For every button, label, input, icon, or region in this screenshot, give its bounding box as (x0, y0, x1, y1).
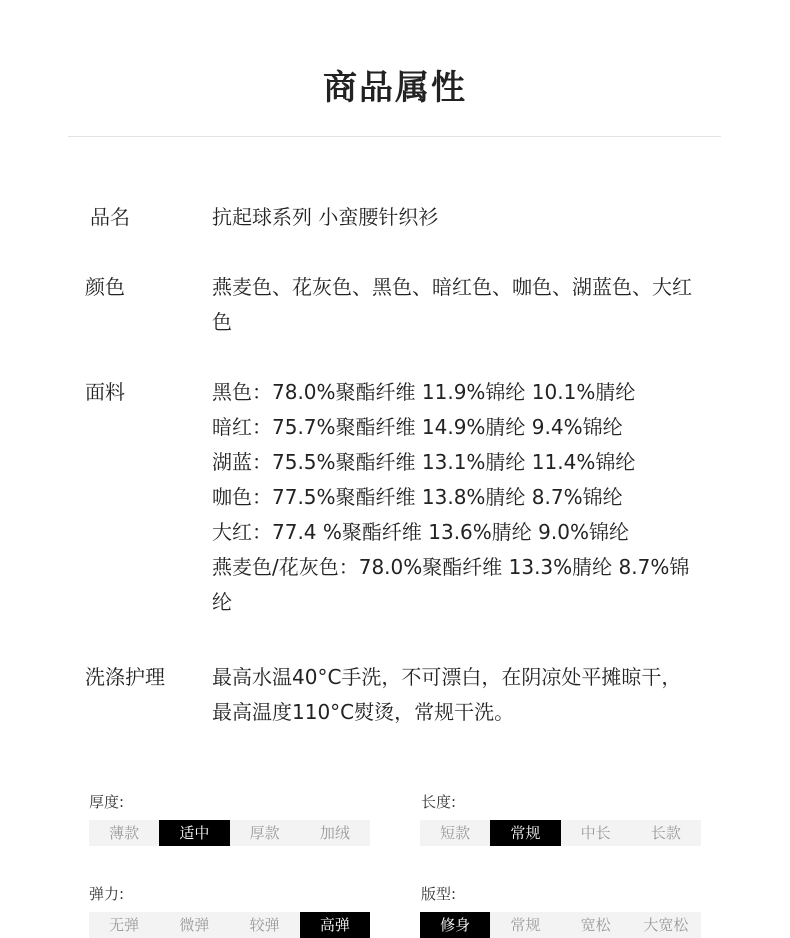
attr-label-care: 洗涤护理 (85, 665, 165, 689)
scale-label-length: 长度: (421, 793, 457, 811)
attr-value-color-text: 燕麦色、花灰色、黑色、暗红色、咖色、湖蓝色、大红色 (212, 275, 692, 334)
scale-option: 中长 (580, 824, 611, 842)
page-title: 商品属性 (323, 68, 467, 108)
attr-value-fabric (212, 375, 702, 620)
fabric-line: 湖蓝：75.5%聚酯纤维 13.1%腈纶 11.4%锦纶 (212, 450, 636, 474)
scale-thickness (89, 820, 370, 846)
scale-label-elasticity: 弹力: (89, 885, 125, 903)
attr-value-care (212, 660, 690, 730)
scale-option: 厚款 (249, 824, 280, 842)
scale-option: 加绒 (319, 824, 350, 842)
fabric-line: 大红：77.4 %聚酯纤维 13.6%腈纶 9.0%锦纶 (212, 520, 629, 544)
fabric-line: 暗红：75.7%聚酯纤维 14.9%腈纶 9.4%锦纶 (212, 415, 623, 439)
scale-elasticity (89, 912, 370, 938)
scale-option: 修身 (420, 912, 490, 938)
fabric-line: 黑色：78.0%聚酯纤维 11.9%锦纶 10.1%腈纶 (212, 380, 636, 404)
attr-label-name: 品名 (90, 205, 130, 229)
scale-option: 常规 (490, 820, 560, 846)
attr-label-color: 颜色 (85, 275, 125, 299)
attr-value-care-text: 最高水温40°C手洗，不可漂白，在阴凉处平摊晾干，最高温度110°C熨烫，常规干洗。 (212, 665, 682, 724)
fabric-line: 咖色：77.5%聚酯纤维 13.8%腈纶 8.7%锦纶 (212, 485, 623, 509)
attr-value-color (212, 270, 694, 340)
scale-option: 高弹 (300, 912, 370, 938)
fabric-line: 燕麦色/花灰色：78.0%聚酯纤维 13.3%腈纶 8.7%锦纶 (212, 555, 690, 614)
scale-option: 大宽松 (643, 916, 689, 934)
scale-length (420, 820, 701, 846)
scale-option: 长款 (650, 824, 681, 842)
scale-option: 微弹 (179, 916, 210, 934)
scale-label-thickness: 厚度: (89, 793, 125, 811)
scale-fit (420, 912, 701, 938)
scale-option: 无弹 (109, 916, 140, 934)
scale-option: 常规 (510, 916, 541, 934)
scale-option: 薄款 (109, 824, 140, 842)
scale-option: 宽松 (580, 916, 611, 934)
attr-label-fabric: 面料 (85, 380, 125, 404)
attr-value-name-text: 抗起球系列 小蛮腰针织衫 (212, 205, 439, 229)
scale-option: 短款 (440, 824, 471, 842)
attr-value-name (212, 200, 702, 235)
scale-option: 较弹 (249, 916, 280, 934)
scale-option: 适中 (159, 820, 229, 846)
scale-label-fit: 版型: (421, 885, 457, 903)
title-divider (68, 136, 721, 137)
